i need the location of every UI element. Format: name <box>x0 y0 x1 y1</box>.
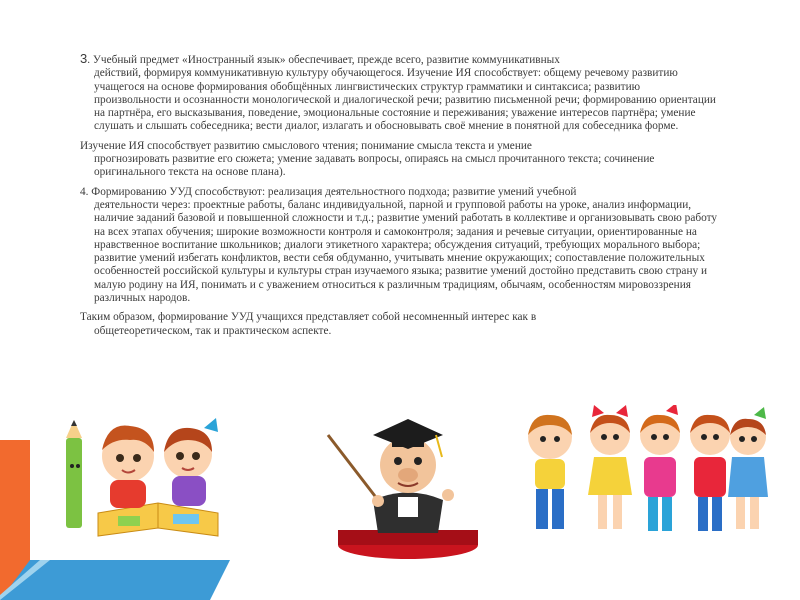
paragraph-first-line: Изучение ИЯ способствует развитию смыслового чтения; понимание смысла текста и умение <box>80 139 532 152</box>
paragraph-4 <box>80 311 720 338</box>
kids-reading-illustration <box>58 408 248 548</box>
professor-owl-illustration <box>318 405 478 563</box>
paragraph-3 <box>80 186 720 306</box>
kids-group-illustration <box>520 405 770 540</box>
paragraph-rest: прогнозировать развитие его сюжета; умение задавать вопросы, опираясь на смысл прочитанного текста; сочинение оригинального текста на основе плана). <box>94 153 655 179</box>
paragraph-2 <box>80 140 720 180</box>
paragraph-first-line: Таким образом, формирование УУД учащихся представляет собой несомненный интерес как в <box>80 311 537 324</box>
paragraph-rest: общетеоретическом, так и практическом аспекте. <box>94 324 332 337</box>
slide-body-text <box>80 52 720 344</box>
paragraph-rest: действий, формируя коммуникативную культуру обучающегося. Изучение ИЯ способствует: общему речевому развитию учащегося на основе формирования обобщённых лингвистических структур грамматики и синтаксиса; развитию произвольности и осознанности монологической и диалогической речи; развитию письменной речи; формированию ориентации на партнёра, его высказывания, поведение, эмоциональные состояние и переживания; уважение интересов партнёра; умение слушать и слышать собеседника; вести диалог, излагать и обосновывать своё мнение в понятной для собеседника форме. <box>94 67 716 133</box>
paragraph-first-line: . Учебный предмет «Иностранный язык» обеспечивает, прежде всего, развитие коммуникативных <box>87 54 560 66</box>
paragraph-1 <box>80 52 720 134</box>
paragraph-first-line: 4. Формированию УУД способствуют: реализация деятельностного подхода; развитие умений учебной <box>80 185 577 198</box>
paragraph-marker: 3 <box>80 51 88 66</box>
paragraph-rest: деятельности через: проектные работы, баланс индивидуальной, парной и групповой работы на уроке, анализ информации, наличие заданий базовой и повышенной сложности и т.д.; развитие умений работать в коллективе и организовывать свою работу на всех этапах обучения; широкие возможности контроля и самоконтроля; задания и речевые ситуации, ориентированные на нравственное воспитание школьников; диалоги этикетного характера; обсуждения ситуаций, требующих морального выбора; развитие умений избегать конфликтов, вести себя обдуманно, учитывать мнение окружающих; сопоставление положительных особенностей российской культуры и культуры стран изучаемого языка; развитие умений достойно представить свою страну и малую родину на ИЯ, понимать и с уважением относиться к различным традициям, обычаям, особенностям мировоззрения различных народов. <box>94 198 718 305</box>
